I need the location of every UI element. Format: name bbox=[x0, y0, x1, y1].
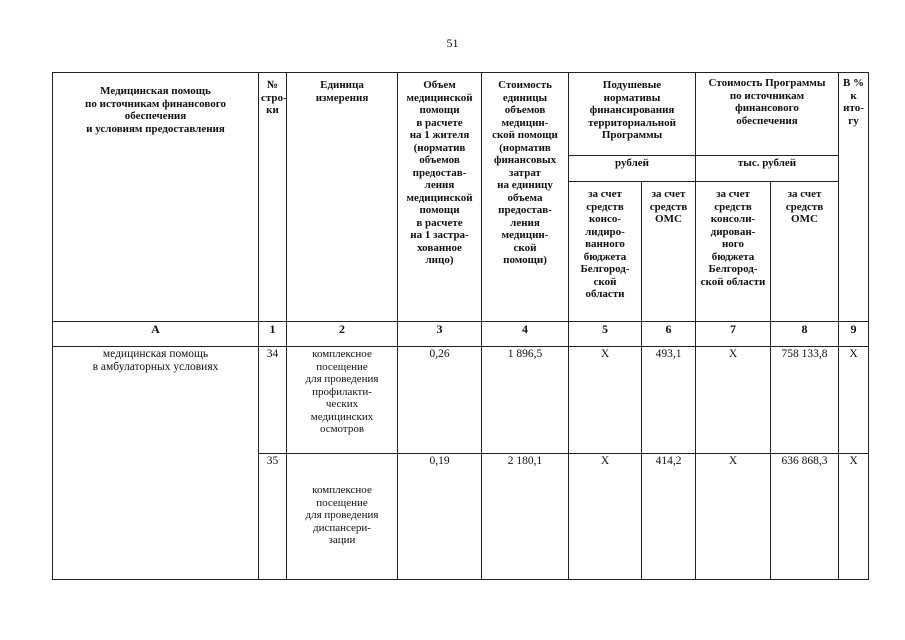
unit-of-measure: комплексное посещение для проведения диспансери- зации bbox=[287, 454, 398, 580]
header-unit: Единица измерения bbox=[287, 73, 398, 322]
header-per-capita-budget: за счет средств консо- лидиро- ванного бюджета Белгород- ской области bbox=[569, 182, 642, 322]
program-budget-value: Х bbox=[696, 454, 771, 580]
line-number: 34 bbox=[259, 347, 287, 454]
per-capita-oms-value: 414,2 bbox=[642, 454, 696, 580]
unit-of-measure: комплексное посещение для проведения профилакти- ческих медицинских осмотров bbox=[287, 347, 398, 454]
financing-table bbox=[52, 72, 869, 580]
table-row bbox=[53, 347, 869, 454]
header-per-capita-oms: за счет средств ОМС bbox=[642, 182, 696, 322]
column-number: 9 bbox=[839, 322, 869, 347]
column-number: 1 bbox=[259, 322, 287, 347]
row-group-label: медицинская помощь в амбулаторных условиях bbox=[53, 347, 259, 580]
column-number: 6 bbox=[642, 322, 696, 347]
percent-value: Х bbox=[839, 454, 869, 580]
column-number: А bbox=[53, 322, 259, 347]
header-volume: Объем медицинской помощи в расчете на 1 жителя (норматив объемов предостав- ления медицинской помощи в расчете на 1 застра- хованное лицо) bbox=[398, 73, 482, 322]
column-number: 3 bbox=[398, 322, 482, 347]
header-medical-care: Медицинская помощь по источникам финансового обеспечения и условиям предоставления bbox=[53, 73, 259, 322]
column-number: 8 bbox=[771, 322, 839, 347]
column-number: 5 bbox=[569, 322, 642, 347]
header-program-oms: за счет средств ОМС bbox=[771, 182, 839, 322]
header-program-cost-group: Стоимость Программы по источникам финансового обеспечения bbox=[696, 73, 839, 156]
unit-cost-value: 2 180,1 bbox=[482, 454, 569, 580]
column-number: 2 bbox=[287, 322, 398, 347]
column-numbering-row bbox=[53, 322, 869, 347]
unit-cost-value: 1 896,5 bbox=[482, 347, 569, 454]
header-program-budget: за счет средств консоли- дирован- ного бюджета Белгород- ской области bbox=[696, 182, 771, 322]
per-capita-budget-value: Х bbox=[569, 347, 642, 454]
column-number: 7 bbox=[696, 322, 771, 347]
header-line-number: № стро- ки bbox=[259, 73, 287, 322]
line-number: 35 bbox=[259, 454, 287, 580]
page-number: 51 bbox=[446, 36, 459, 50]
header-per-capita-group: Подушевые нормативы финансирования территориальной Программы bbox=[569, 73, 696, 156]
volume-value: 0,19 bbox=[398, 454, 482, 580]
header-program-cost-unit: тыс. рублей bbox=[696, 156, 839, 182]
program-oms-value: 636 868,3 bbox=[771, 454, 839, 580]
per-capita-budget-value: Х bbox=[569, 454, 642, 580]
percent-value: Х bbox=[839, 347, 869, 454]
header-per-capita-unit: рублей bbox=[569, 156, 696, 182]
program-oms-value: 758 133,8 bbox=[771, 347, 839, 454]
header-percent: В % к ито- гу bbox=[839, 73, 869, 322]
header-unit-cost: Стоимость единицы объемов медицин- ской помощи (норматив финансовых затрат на единицу объема предостав- ления медицин- ской помощи) bbox=[482, 73, 569, 322]
column-number: 4 bbox=[482, 322, 569, 347]
per-capita-oms-value: 493,1 bbox=[642, 347, 696, 454]
program-budget-value: Х bbox=[696, 347, 771, 454]
volume-value: 0,26 bbox=[398, 347, 482, 454]
